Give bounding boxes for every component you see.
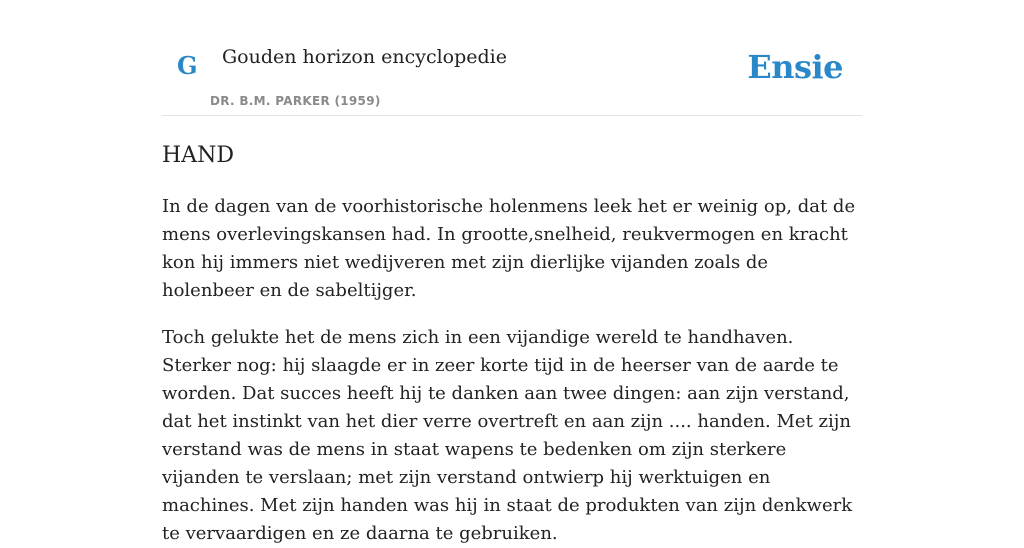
entry-paragraph-1: In de dagen van de voorhistorische holenmens leek het er weinig op, dat de mens overlevingskansen had. In grootte,snelheid, reukvermogen en kracht kon hij immers niet wedijveren met zijn dierlijke vijanden zoals de holenbeer en de sabeltijger. (162, 196, 856, 301)
book-logo-icon[interactable]: G (177, 51, 198, 80)
page (162, 0, 862, 548)
entry-paragraph-2: Toch gelukte het de mens zich in een vijandige wereld te handhaven. Sterker nog: hij slaagde er in zeer korte tijd in de heerser van de aarde te worden. Dat succes heeft hij te danken aan twee dingen: aan zijn verstand, dat het instinkt van het dier verre overtreft en aan zijn .... handen. Met zijn verstand was de mens in staat wapens te bedenken om zijn sterkere vijanden te verslaan; met zijn verstand ontwierp hij werktuigen en machines. Met zijn handen was hij in staat de produkten van zijn denkwerk te vervaardigen en ze daarna te gebruiken. (162, 327, 853, 544)
book-author: DR. B.M. PARKER (1959) (210, 94, 381, 108)
ensie-logo-link[interactable]: Ensie (747, 48, 843, 86)
header (162, 0, 862, 116)
entry-title: HAND (162, 143, 234, 168)
book-title-link[interactable]: Gouden horizon encyclopedie (222, 46, 507, 68)
